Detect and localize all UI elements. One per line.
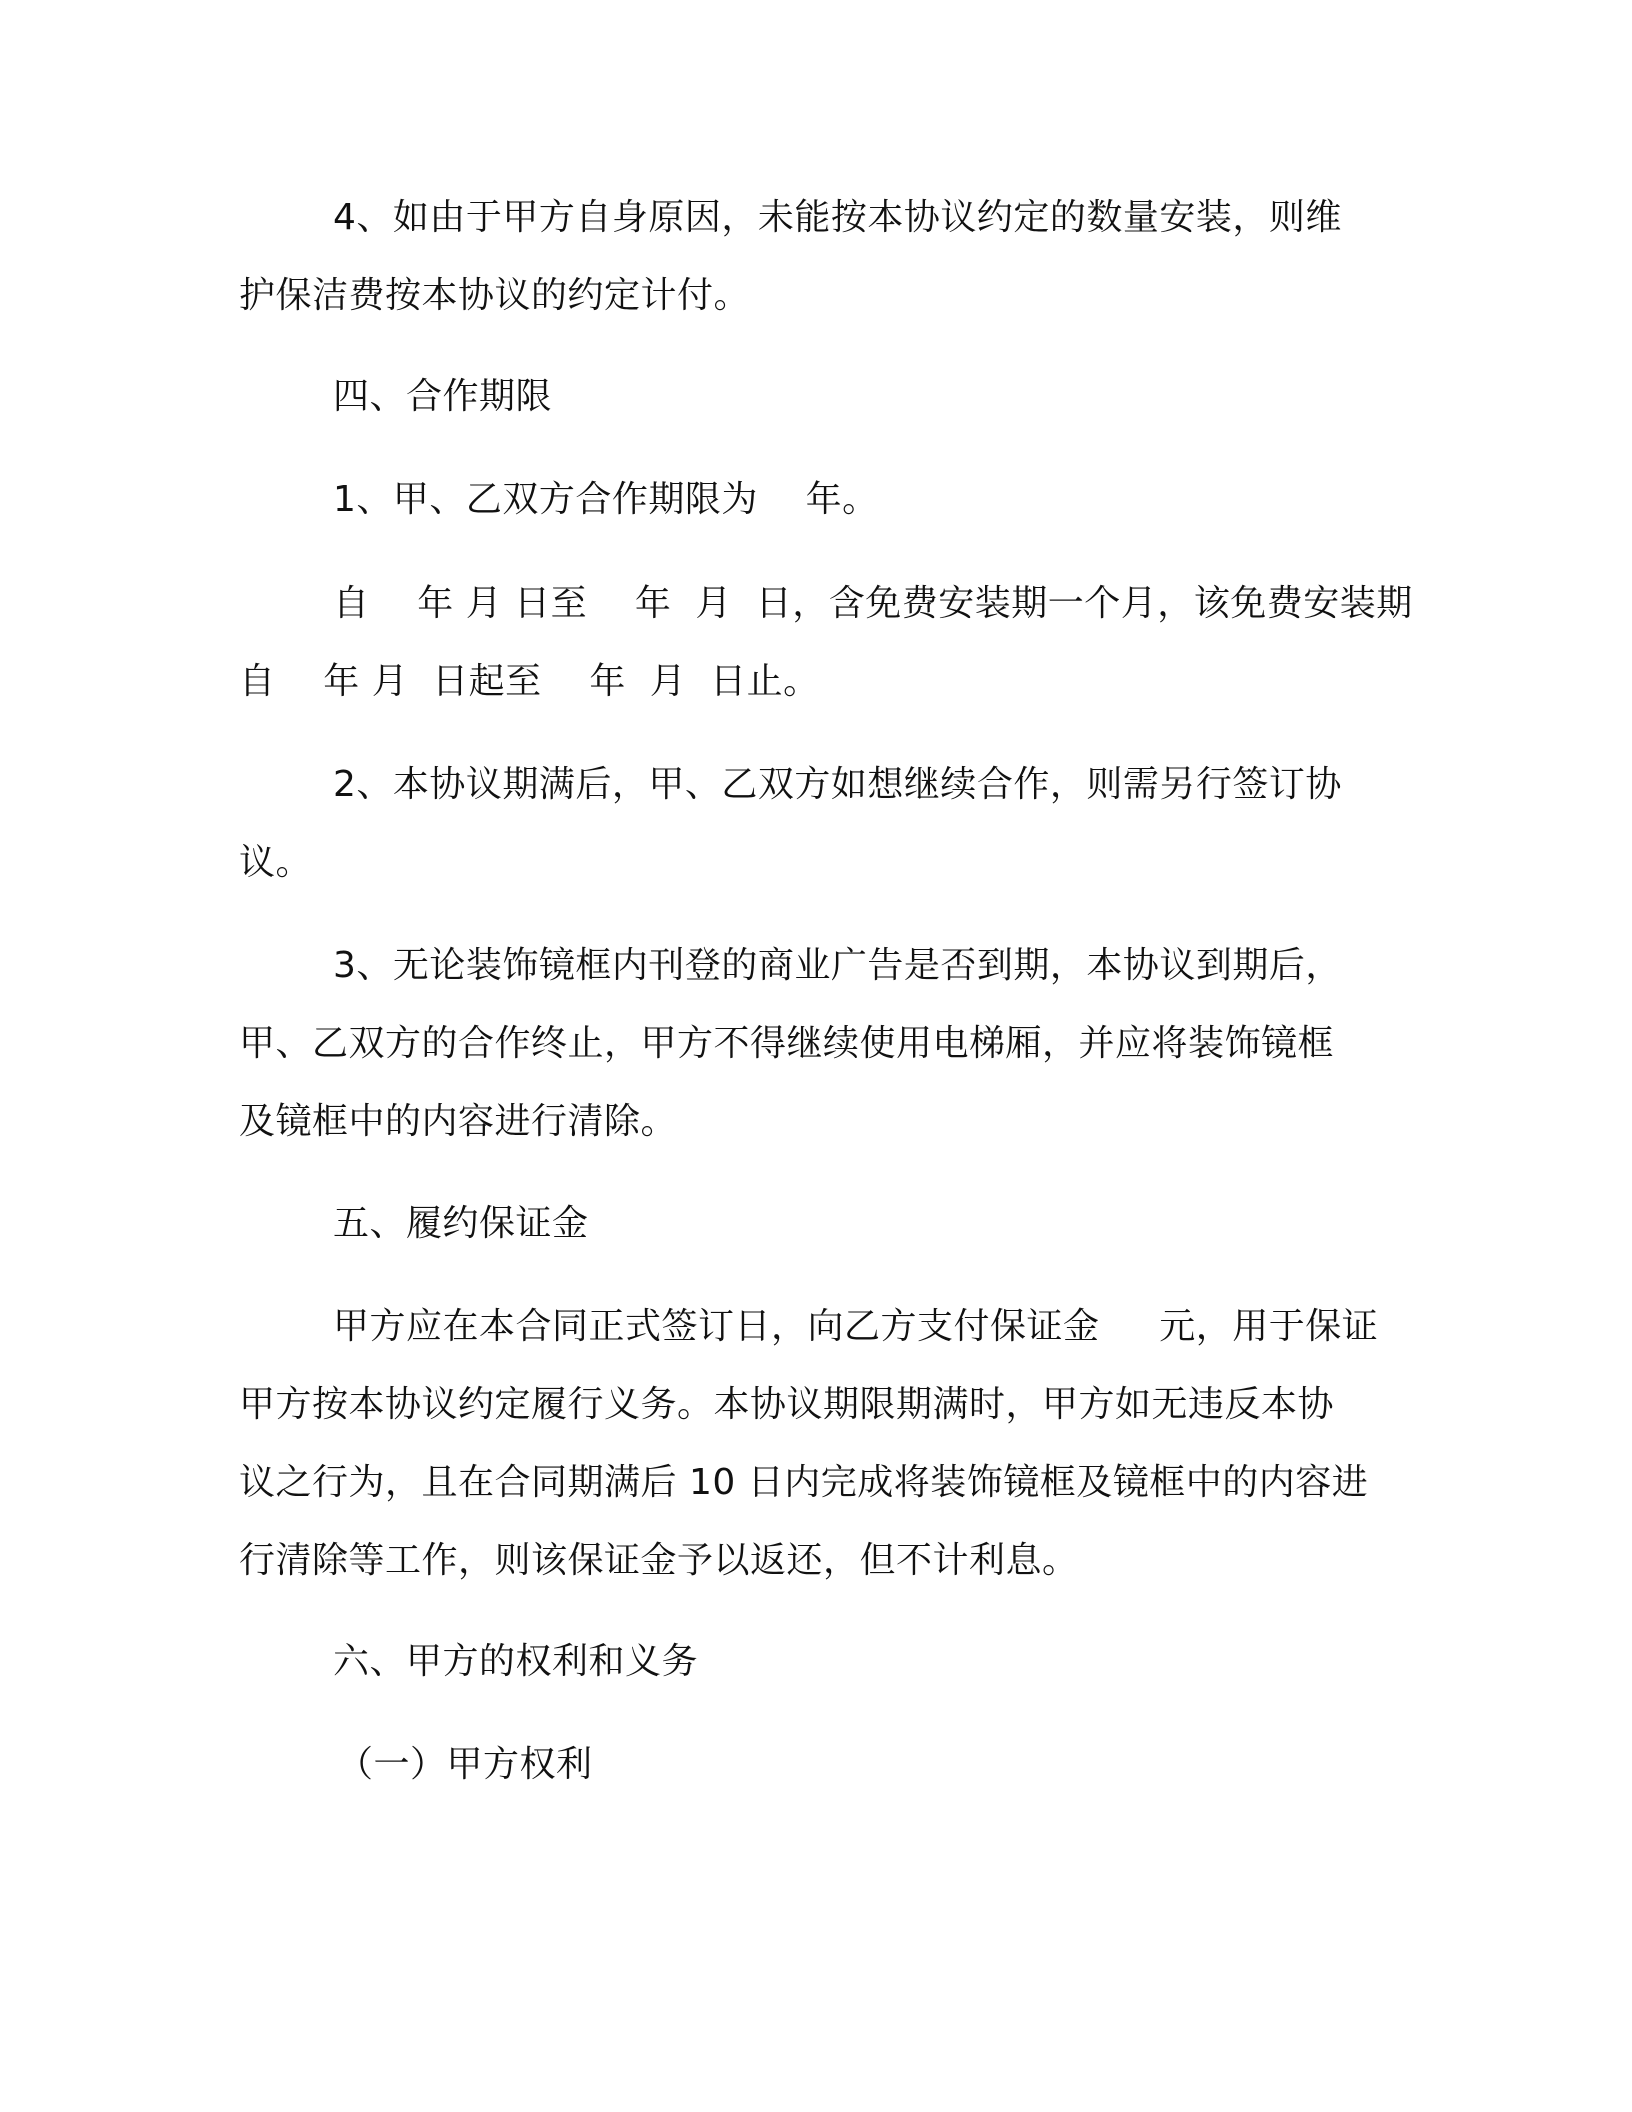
clause-3-4-line-2: 护保洁费按本协议的约定计付。 [239,275,751,316]
clause-4-2-line-2: 议。 [239,842,313,883]
deposit-paragraph-line-2: 甲方按本协议约定履行义务。本协议期限期满时，甲方如无违反本协 [239,1384,1335,1425]
clause-4-3-line-1: 3、无论装饰镜框内刊登的商业广告是否到期，本协议到期后， [333,945,1342,986]
section-6-heading: 六、甲方的权利和义务 [333,1641,699,1682]
section-4-heading: 四、合作期限 [333,376,553,417]
clause-4-1: 1、甲、乙双方合作期限为 年。 [333,479,879,520]
section-5-heading: 五、履约保证金 [333,1203,589,1244]
term-period-line-2: 自 年 月 日起至 年 月 日止。 [239,661,820,702]
term-period-line-1: 自 年 月 日至 年 月 日，含免费安装期一个月，该免费安装期 [333,583,1413,624]
deposit-paragraph-line-1: 甲方应在本合同正式签订日，向乙方支付保证金 元，用于保证 [333,1306,1379,1347]
clause-4-3-line-2: 甲、乙双方的合作终止，甲方不得继续使用电梯厢，并应将装饰镜框 [239,1023,1335,1064]
subsection-party-a-rights: （一）甲方权利 [337,1744,593,1785]
clause-4-3-line-3: 及镜框中的内容进行清除。 [239,1101,678,1142]
clause-3-4-line-1: 4、如由于甲方自身原因，未能按本协议约定的数量安装，则维 [333,197,1342,238]
deposit-paragraph-line-3: 议之行为，且在合同期满后 10 日内完成将装饰镜框及镜框中的内容进 [239,1462,1369,1503]
clause-4-2-line-1: 2、本协议期满后，甲、乙双方如想继续合作，则需另行签订协 [333,764,1342,805]
deposit-paragraph-line-4: 行清除等工作，则该保证金予以返还，但不计利息。 [239,1540,1079,1581]
